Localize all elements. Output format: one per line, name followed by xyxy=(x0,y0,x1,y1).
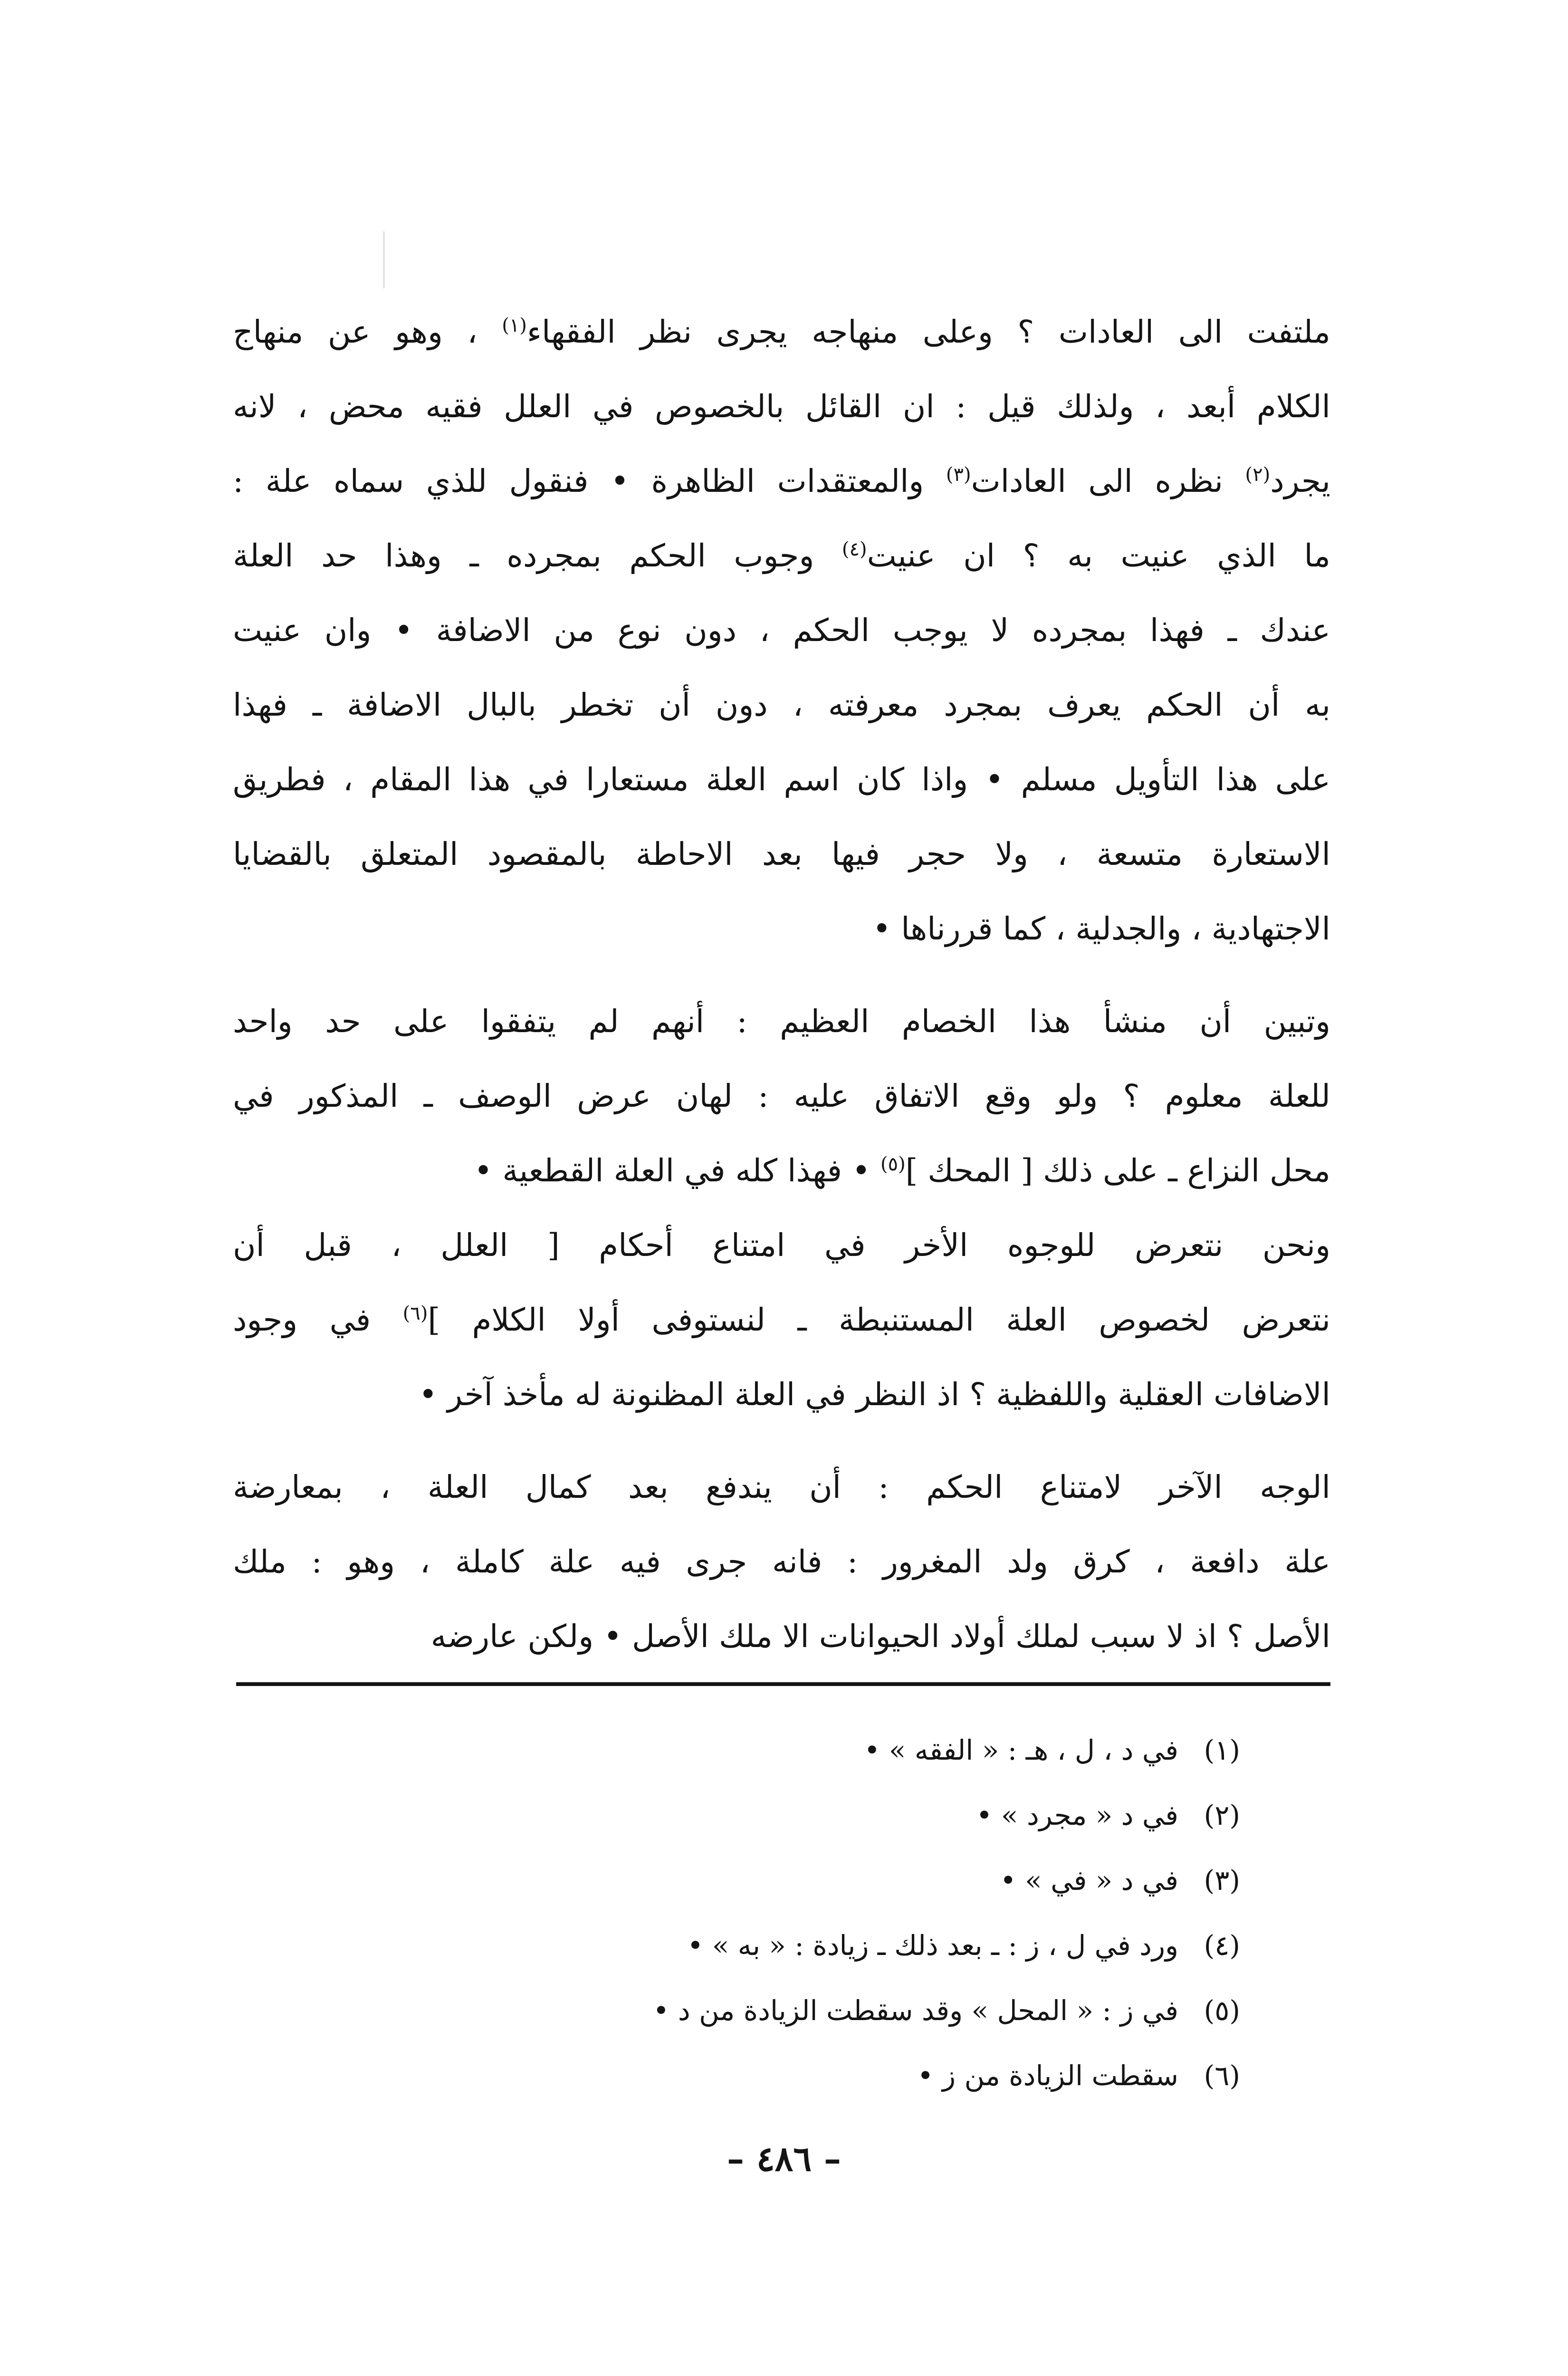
text-line xyxy=(233,1599,1330,1674)
text-run: ملتفت الى العادات ؟ وعلى منهاجه يجرى نظر الفقهاء xyxy=(526,314,1330,350)
text-line xyxy=(233,891,1330,966)
footnote-ref: (٤) xyxy=(841,538,867,560)
footnote-ref: (٥) xyxy=(880,1153,906,1175)
text-run: علة دافعة ، كرق ولد المغرور : فانه جرى فيه علة كاملة ، وهو : ملك xyxy=(233,1543,1330,1580)
footnote-ref: (٢) xyxy=(1245,464,1271,486)
text-line xyxy=(233,742,1330,817)
page-number-dash-left: – xyxy=(824,2138,841,2179)
footnote-separator xyxy=(236,1682,1330,1686)
text-line xyxy=(233,593,1330,668)
paragraph xyxy=(233,984,1330,1208)
text-line xyxy=(233,817,1330,891)
footnote-number: (٥) xyxy=(1204,1994,1240,2027)
main-text xyxy=(233,295,1330,1674)
text-run: • فهذا كله في العلة القطعية • xyxy=(474,1152,880,1189)
text-run: وجوب الحكم بمجرده ـ وهذا حد العلة xyxy=(233,537,842,574)
text-line xyxy=(233,1357,1330,1432)
paragraph xyxy=(233,1450,1330,1674)
text-line xyxy=(233,1283,1330,1357)
text-line xyxy=(233,444,1330,518)
text-run: الكلام أبعد ، ولذلك قيل : ان القائل بالخصوص في العلل فقيه محض ، لانه xyxy=(233,388,1330,425)
text-run: في وجود xyxy=(233,1302,403,1338)
text-line xyxy=(233,1059,1330,1133)
footnote-text: في د « مجرد » • xyxy=(976,1799,1178,1831)
footnote-item xyxy=(337,1913,1240,1978)
footnote-item xyxy=(337,1783,1240,1848)
text-line xyxy=(233,668,1330,742)
footnote-item xyxy=(337,2043,1240,2108)
text-run: الوجه الآخر لامتناع الحكم : أن يندفع بعد كمال العلة ، بمعارضة xyxy=(233,1469,1330,1505)
page-number-dash-right: – xyxy=(727,2138,744,2179)
page-number xyxy=(0,2138,1568,2179)
footnote-number: (٣) xyxy=(1204,1864,1240,1897)
page-number-value: ٤٨٦ xyxy=(756,2138,812,2179)
footnote-number: (٦) xyxy=(1204,2060,1240,2092)
text-run: به أن الحكم يعرف بمجرد معرفته ، دون أن تخطر بالبال الاضافة ـ فهذا xyxy=(233,687,1330,723)
text-run: عندك ـ فهذا بمجرده لا يوجب الحكم ، دون نوع من الاضافة • وان عنيت xyxy=(233,612,1330,649)
footnote-number: (٤) xyxy=(1204,1929,1240,1962)
footnote-item xyxy=(337,1848,1240,1913)
text-run: يجرد xyxy=(1270,463,1331,499)
text-run: الاضافات العقلية واللفظية ؟ اذ النظر في العلة المظنونة له مأخذ آخر • xyxy=(419,1376,1330,1413)
footnote-item xyxy=(337,1718,1240,1783)
text-line xyxy=(233,369,1330,444)
footnotes-block xyxy=(337,1718,1240,2108)
text-run: وتبين أن منشأ هذا الخصام العظيم : أنهم لم يتفقوا على حد واحد xyxy=(233,1003,1330,1040)
footnote-text: في د ، ل ، هـ : « الفقه » • xyxy=(864,1734,1178,1766)
text-line xyxy=(233,1208,1330,1283)
text-run: نتعرض لخصوص العلة المستنبطة ـ لنستوفى أولا الكلام ] xyxy=(428,1302,1330,1338)
paragraph xyxy=(233,1208,1330,1432)
footnote-ref: (٦) xyxy=(402,1303,428,1324)
footnote-text: سقطت الزيادة من ز • xyxy=(917,2060,1178,2092)
text-run: ونحن نتعرض للوجوه الأخر في امتناع أحكام [ العلل ، قبل أن xyxy=(233,1227,1330,1264)
footnote-number: (١) xyxy=(1204,1734,1240,1766)
text-run: للعلة معلوم ؟ ولو وقع الاتفاق عليه : لهان عرض الوصف ـ المذكور في xyxy=(233,1078,1330,1114)
footnote-ref: (٣) xyxy=(946,464,971,486)
text-line xyxy=(233,984,1330,1059)
text-run: محل النزاع ـ على ذلك [ المحك ] xyxy=(905,1152,1330,1189)
text-line xyxy=(233,1450,1330,1524)
footnote-text: في ز : « المحل » وقد سقطت الزيادة من د • xyxy=(653,1994,1178,2027)
footnote-number: (٢) xyxy=(1204,1799,1240,1831)
text-line xyxy=(233,1524,1330,1599)
text-line xyxy=(233,295,1330,369)
footnote-item xyxy=(337,1978,1240,2043)
text-line xyxy=(233,1133,1330,1208)
text-run: ، وهو عن منهاج xyxy=(233,314,502,350)
footnote-ref: (١) xyxy=(502,315,527,336)
text-run: نظره الى العادات xyxy=(971,463,1245,499)
text-run: الاستعارة متسعة ، ولا حجر فيها بعد الاحاطة بالمقصود المتعلق بالقضايا xyxy=(233,836,1330,872)
text-run: الاجتهادية ، والجدلية ، كما قررناها • xyxy=(872,910,1330,947)
text-run: ما الذي عنيت به ؟ ان عنيت xyxy=(867,537,1330,574)
text-run: على هذا التأويل مسلم • واذا كان اسم العلة مستعارا في هذا المقام ، فطريق xyxy=(233,761,1330,798)
text-run: والمعتقدات الظاهرة • فنقول للذي سماه علة : xyxy=(233,463,946,499)
text-line xyxy=(233,518,1330,593)
paragraph xyxy=(233,295,1330,966)
scan-speck xyxy=(383,231,385,288)
footnote-text: ورد في ل ، ز : ـ بعد ذلك ـ زيادة : « به » • xyxy=(687,1929,1178,1962)
footnote-text: في د « في » • xyxy=(1000,1864,1178,1897)
text-run: الأصل ؟ اذ لا سبب لملك أولاد الحيوانات الا ملك الأصل • ولكن عارضه xyxy=(430,1618,1330,1655)
